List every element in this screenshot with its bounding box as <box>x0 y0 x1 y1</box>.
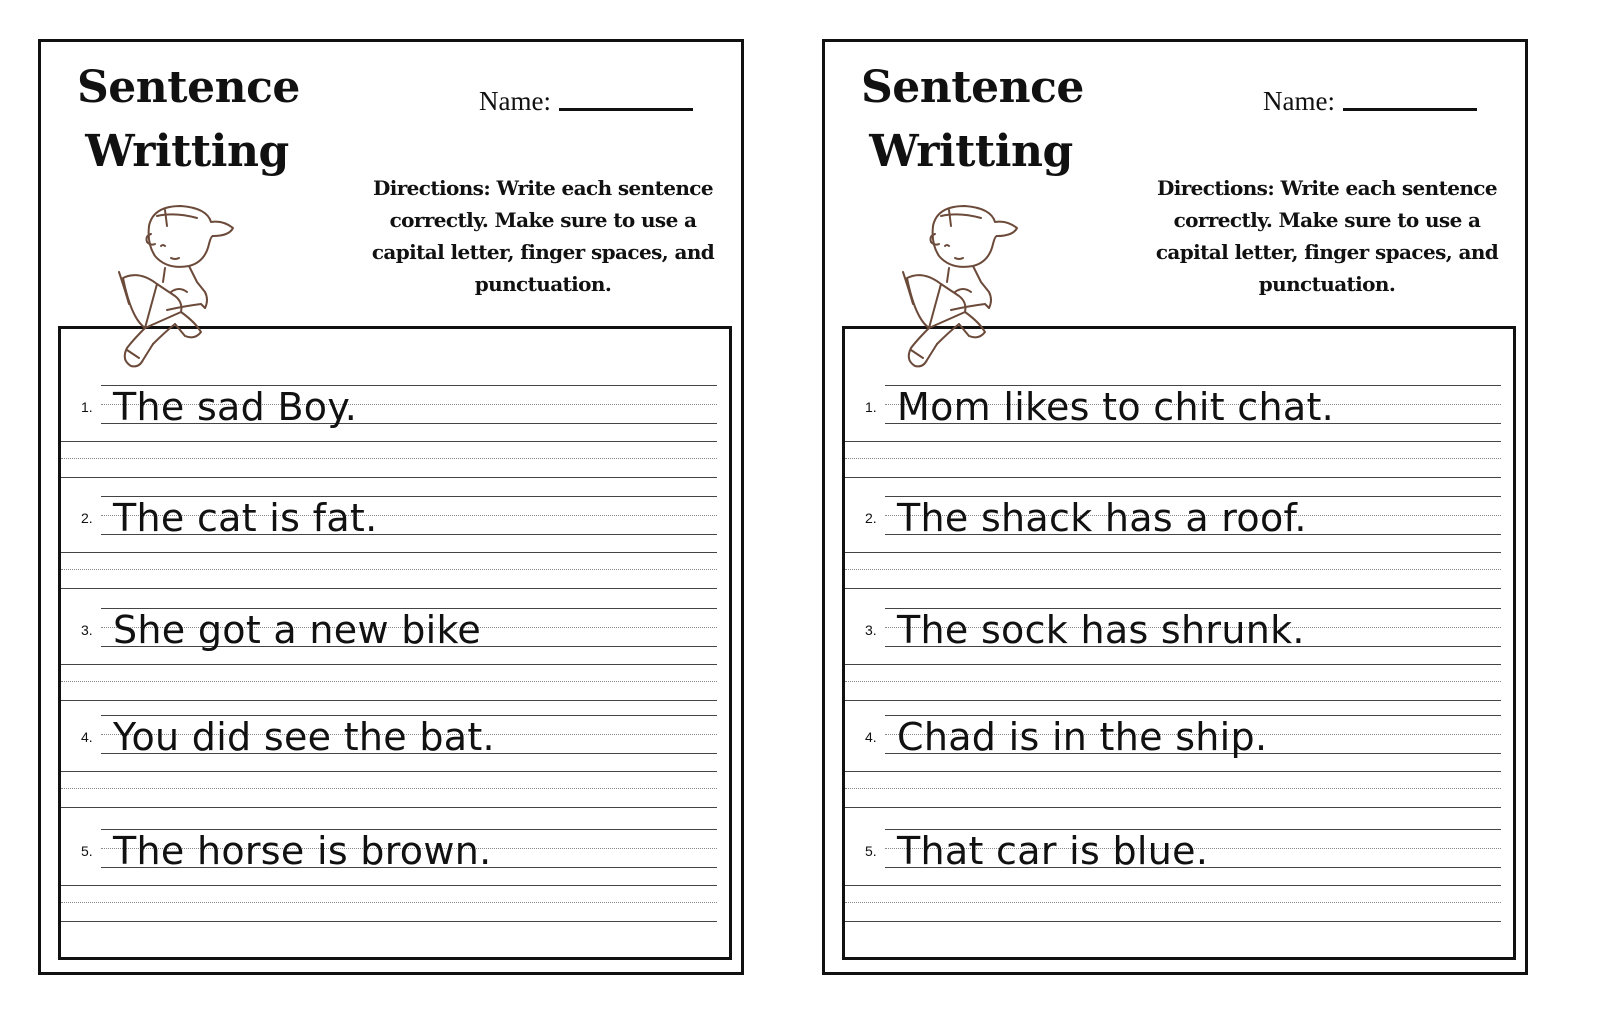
name-blank-line <box>559 108 693 111</box>
name-blank-line <box>1343 108 1477 111</box>
guide-line <box>845 664 1501 665</box>
guide-line <box>61 458 717 459</box>
writing-lines-area[interactable] <box>842 326 1516 960</box>
guide-line <box>845 681 1501 682</box>
guide-line <box>845 921 1501 922</box>
guide-line <box>61 477 717 478</box>
guide-line <box>61 771 717 772</box>
guide-line <box>845 700 1501 701</box>
row-number: 3. <box>865 622 877 638</box>
sample-sentence: The sock has shrunk. <box>897 608 1305 652</box>
guide-line <box>845 477 1501 478</box>
worksheet-right <box>822 39 1528 975</box>
worksheet-title <box>861 56 1084 184</box>
row-number: 4. <box>81 729 93 745</box>
sample-sentence: You did see the bat. <box>113 715 495 759</box>
row-number: 2. <box>865 510 877 526</box>
row-number: 4. <box>865 729 877 745</box>
name-label: Name: <box>1263 86 1335 116</box>
guide-line <box>61 807 717 808</box>
guide-line <box>61 588 717 589</box>
sample-sentence: The cat is fat. <box>113 496 378 540</box>
name-field[interactable] <box>1263 86 1477 117</box>
worksheet-left <box>38 39 744 975</box>
row-number: 3. <box>81 622 93 638</box>
guide-line <box>845 885 1501 886</box>
row-number: 2. <box>81 510 93 526</box>
title-line-1: Sentence <box>77 62 300 113</box>
guide-line <box>61 788 717 789</box>
directions-text: Directions: Write each sentence correctly. Make sure to use a capital letter, finger spaces, and punctuation. <box>371 176 715 296</box>
sample-sentence: Mom likes to chit chat. <box>897 385 1335 429</box>
worksheet-title <box>77 56 300 184</box>
guide-line <box>845 569 1501 570</box>
guide-line <box>61 569 717 570</box>
guide-line <box>845 788 1501 789</box>
sample-sentence: Chad is in the ship. <box>897 715 1268 759</box>
guide-line <box>845 902 1501 903</box>
guide-line <box>845 588 1501 589</box>
boy-reading-icon <box>105 200 245 370</box>
guide-line <box>61 552 717 553</box>
guide-line <box>61 921 717 922</box>
guide-line <box>61 885 717 886</box>
name-label: Name: <box>479 86 551 116</box>
row-number: 5. <box>865 843 877 859</box>
boy-reading-icon <box>889 200 1029 370</box>
directions-text: Directions: Write each sentence correctly. Make sure to use a capital letter, finger spaces, and punctuation. <box>1155 176 1499 296</box>
sample-sentence: The sad Boy. <box>113 385 358 429</box>
guide-line <box>61 681 717 682</box>
guide-line <box>845 771 1501 772</box>
sample-sentence: She got a new bike <box>113 608 482 652</box>
sample-sentence: That car is blue. <box>897 829 1209 873</box>
guide-line <box>61 664 717 665</box>
guide-line <box>845 552 1501 553</box>
sample-sentence: The shack has a roof. <box>897 496 1307 540</box>
guide-line <box>61 700 717 701</box>
guide-line <box>61 441 717 442</box>
guide-line <box>61 902 717 903</box>
guide-line <box>845 441 1501 442</box>
name-field[interactable] <box>479 86 693 117</box>
row-number: 5. <box>81 843 93 859</box>
title-line-1: Sentence <box>861 62 1084 113</box>
row-number: 1. <box>865 399 877 415</box>
writing-lines-area[interactable] <box>58 326 732 960</box>
guide-line <box>845 807 1501 808</box>
guide-line <box>845 458 1501 459</box>
title-line-2: Writting <box>85 126 289 177</box>
sample-sentence: The horse is brown. <box>113 829 492 873</box>
title-line-2: Writting <box>869 126 1073 177</box>
row-number: 1. <box>81 399 93 415</box>
